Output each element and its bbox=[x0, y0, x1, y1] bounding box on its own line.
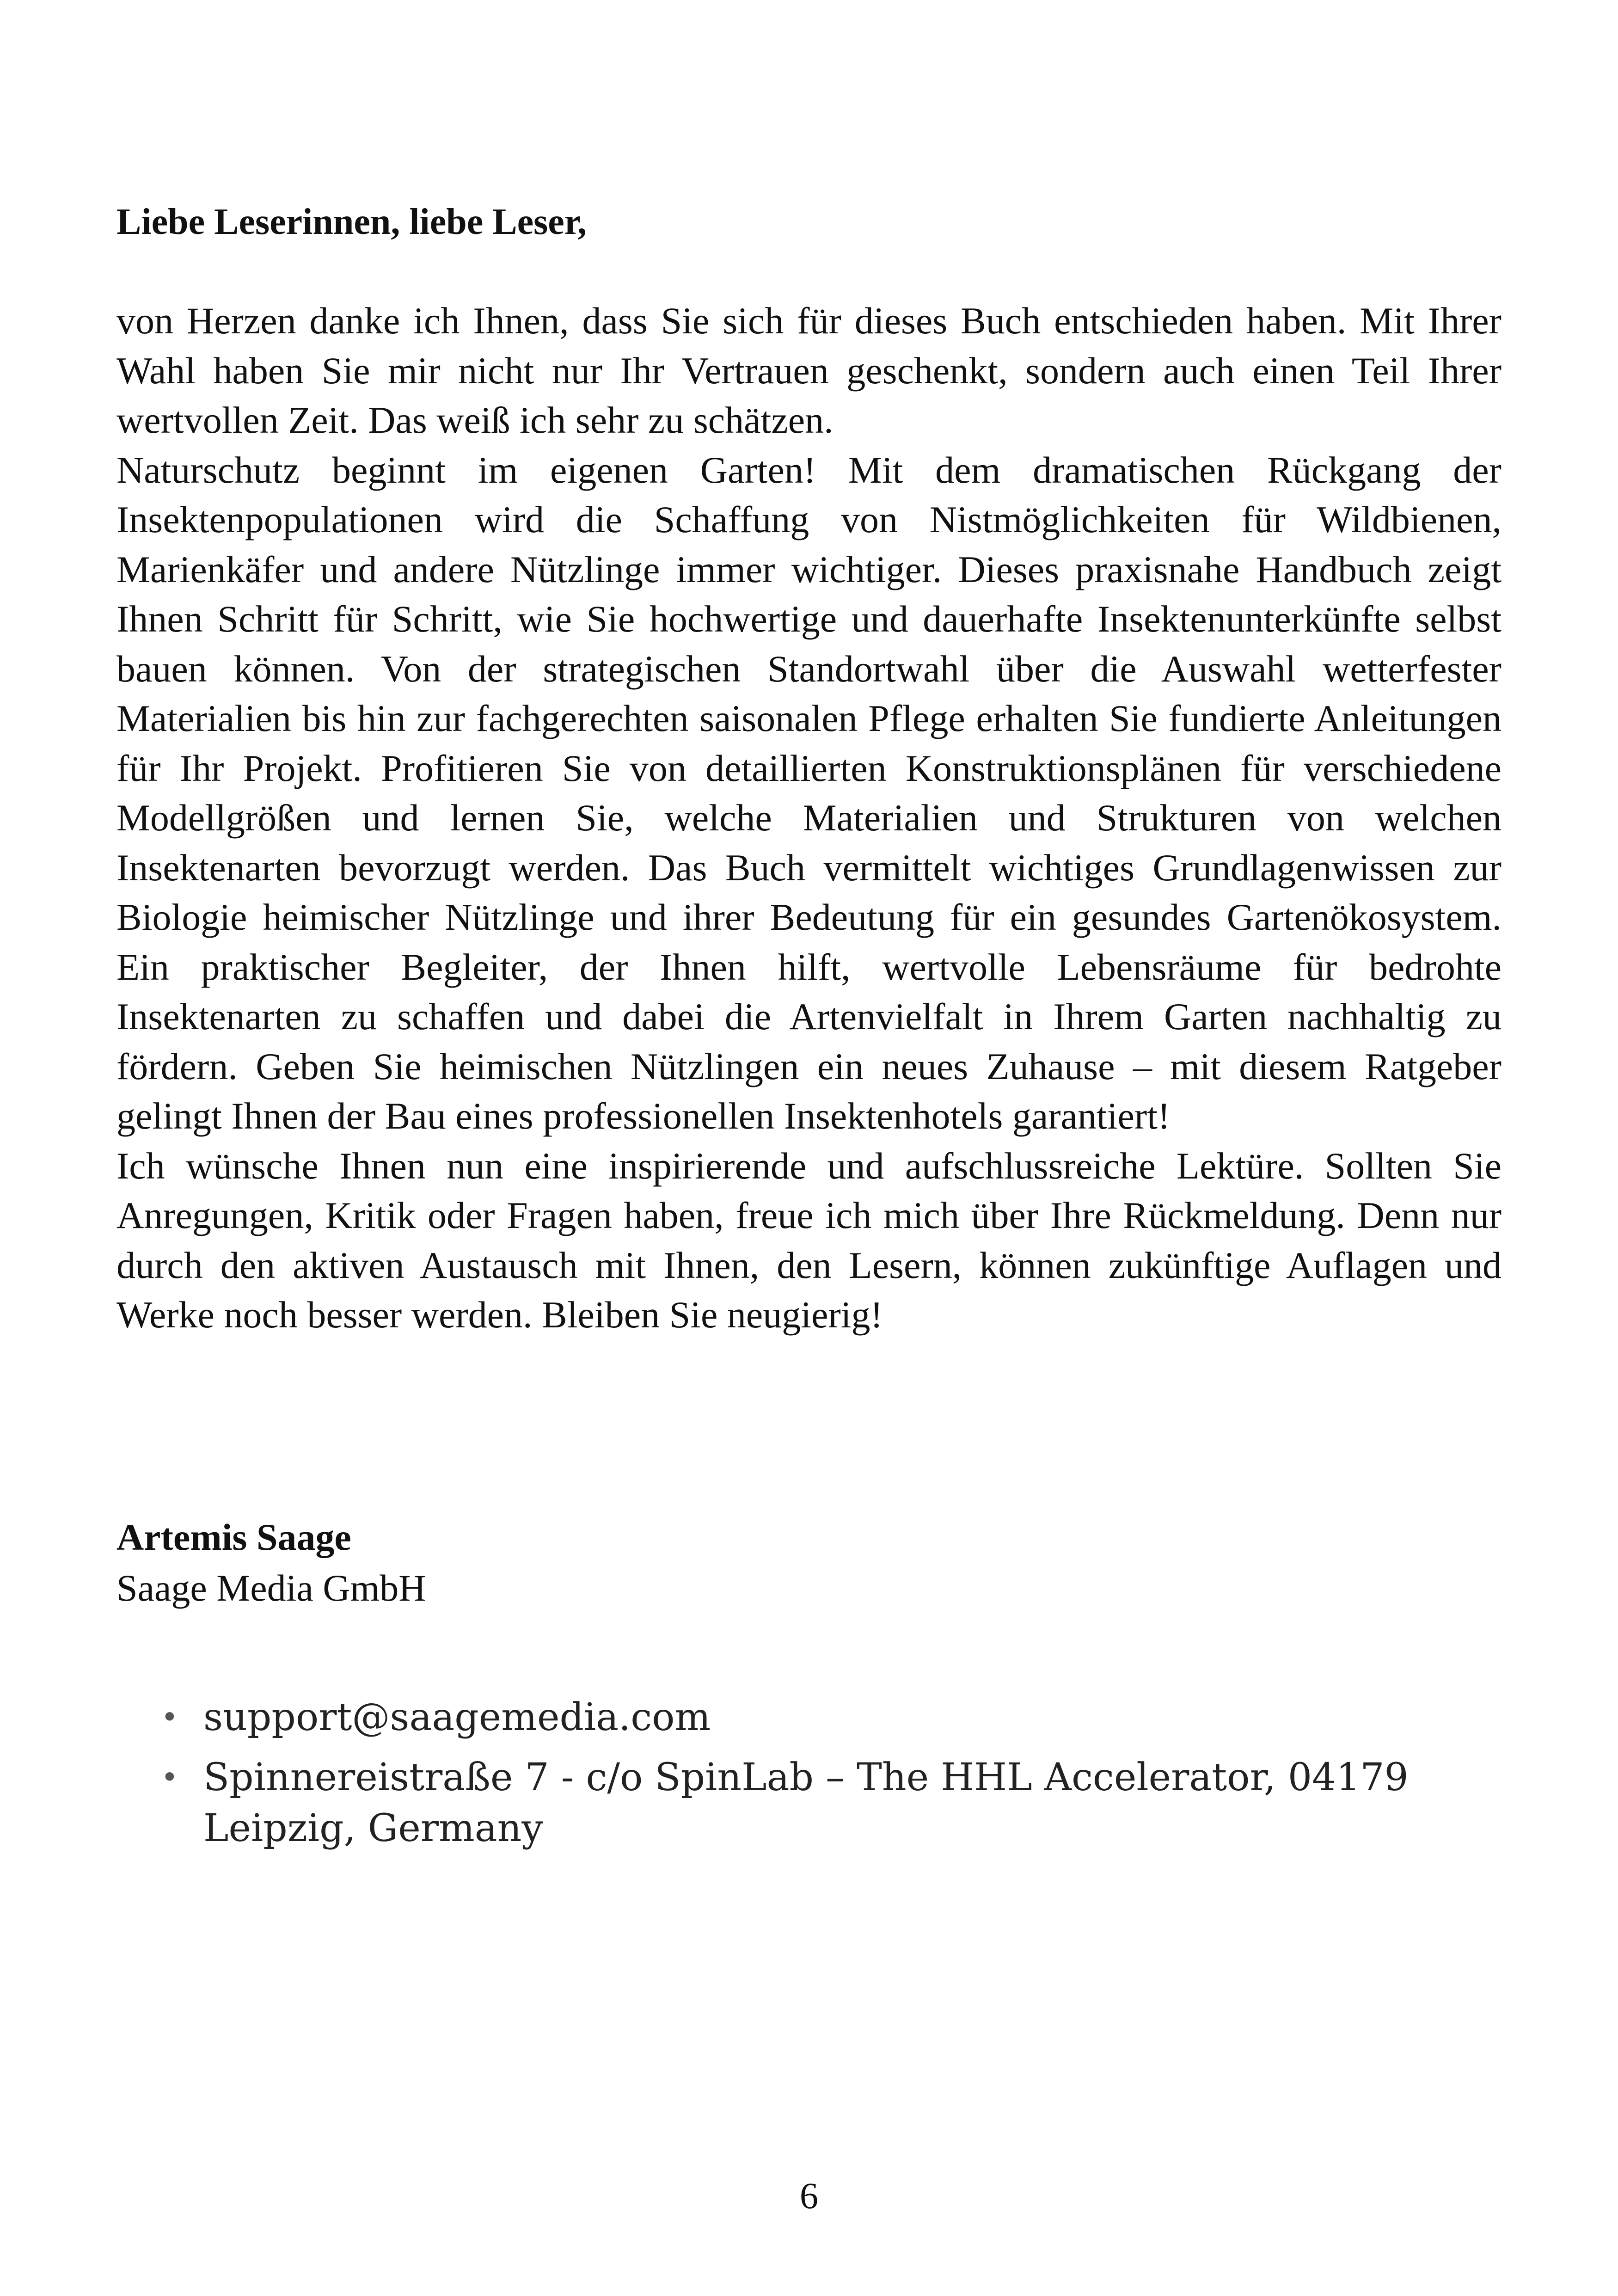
author-name: Artemis Saage bbox=[116, 1516, 351, 1558]
company-name: Saage Media GmbH bbox=[116, 1567, 426, 1609]
paragraph-closing: Ich wünsche Ihnen nun eine inspirierende und aufschlussreiche Lektüre. Sollten Sie Anregungen, Kritik oder Fragen haben, freue ich mich über Ihre Rückmeldung. Denn nur durch den aktiven Austausch mit Ihnen, den Lesern, können zukünftige Auflagen und Werke noch besser werden. Bleiben Sie neugierig! bbox=[116, 1144, 1502, 1336]
signature-block bbox=[116, 1512, 426, 1614]
letter-body bbox=[116, 296, 1502, 1340]
letter-greeting: Liebe Leserinnen, liebe Leser, bbox=[116, 202, 587, 242]
paragraph-book-description: Naturschutz beginnt im eigenen Garten! Mit dem dramatischen Rückgang der Insektenpopulationen wird die Schaffung von Nistmöglichkeiten für Wildbienen, Marienkäfer und andere Nützlinge immer wichtiger. Dieses praxisnahe Handbuch zeigt Ihnen Schritt für Schritt, wie Sie hochwertige und dauerhafte Insektenunterkünfte selbst bauen können. Von der strategischen Standortwahl über die Auswahl wetterfester Materialien bis hin zur fachgerechten saisonalen Pflege erhalten Sie fundierte Anleitungen für Ihr Projekt. Profitieren Sie von detaillierten Konstruktionsplänen für verschiedene Modellgrößen und lernen Sie, welche Materialien und Strukturen von welchen Insektenarten bevorzugt werden. Das Buch vermittelt wichtiges Grundlagenwissen zur Biologie heimischer Nützlinge und ihrer Bedeutung für ein gesundes Gartenökosystem. Ein praktischer Begleiter, der Ihnen hilft, wertvolle Lebensräume für bedrohte Insektenarten zu schaffen und dabei die Artenvielfalt in Ihrem Garten nachhaltig zu fördern. Geben Sie heimischen Nützlingen ein neues Zuhause – mit diesem Ratgeber gelingt Ihnen der Bau eines professionellen Insektenhotels garantiert! bbox=[116, 448, 1502, 1137]
bullet-icon: • bbox=[161, 1761, 178, 1795]
contact-item-address bbox=[157, 1752, 1452, 1854]
paragraph-thanks: von Herzen danke ich Ihnen, dass Sie sich für dieses Buch entschieden haben. Mit Ihrer Wahl haben Sie mir nicht nur Ihr Vertrauen geschenkt, sondern auch einen Teil Ihrer wertvollen Zeit. Das weiß ich sehr zu schätzen. bbox=[116, 300, 1502, 441]
contact-item-email bbox=[157, 1692, 1452, 1743]
contact-list bbox=[157, 1692, 1452, 1863]
page-number: 6 bbox=[800, 2176, 818, 2216]
contact-address: Spinnereistraße 7 - c/o SpinLab – The HHL Accelerator, 04179 Leipzig, Germany bbox=[203, 1756, 1409, 1850]
contact-email[interactable]: support@saagemedia.com bbox=[203, 1695, 711, 1739]
bullet-icon: • bbox=[161, 1701, 178, 1735]
